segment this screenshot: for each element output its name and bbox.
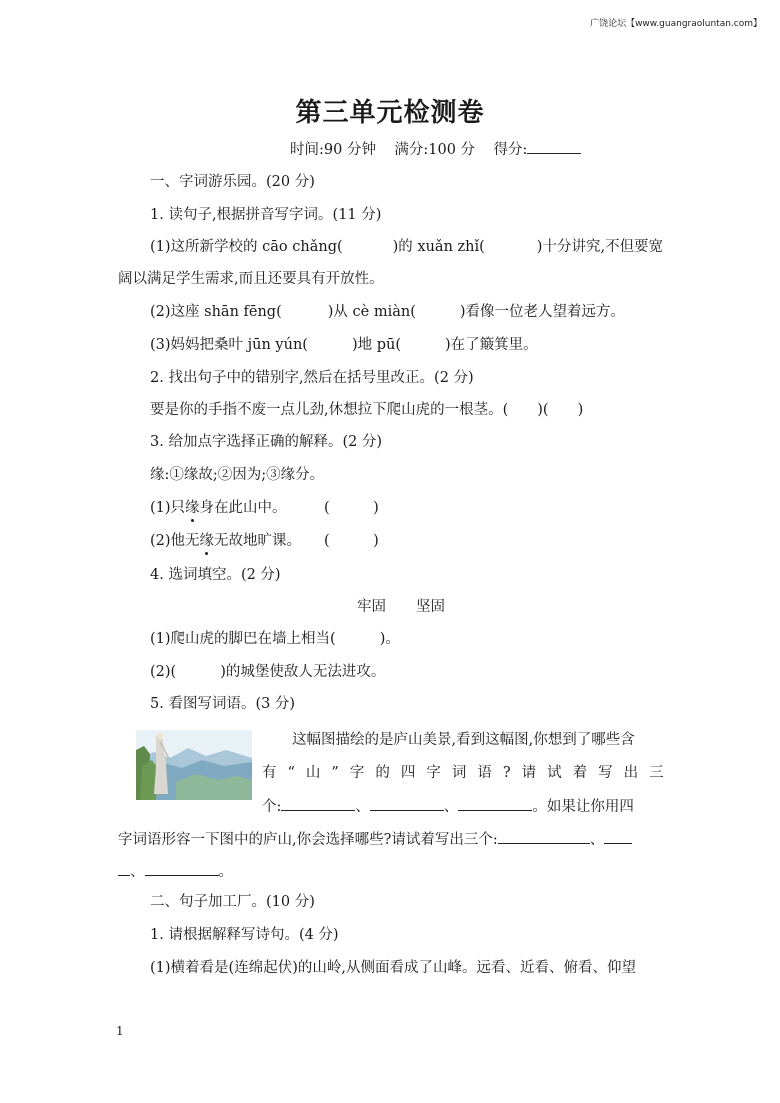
page-title: 第三单元检测卷	[295, 98, 485, 128]
page-number: 1	[116, 1024, 124, 1038]
q1-sentence-2	[150, 302, 625, 322]
q4-sentence-1	[150, 629, 400, 649]
q1-sentence-1b: 阔以满足学生需求,而且还要具有开放性。	[118, 271, 384, 287]
q4-s2-post: )的城堡使敌人无法进攻。	[220, 664, 386, 680]
q1-s1a-mid: )的 xuǎn zhǐ(	[392, 239, 485, 255]
q1-s1a-post: )十分讲究,不但要宽	[536, 239, 664, 255]
q3-options: 缘:①缘故;②因为;③缘分。	[150, 467, 325, 483]
site-header: 广饶论坛【www.guangraoluntan.com】	[590, 19, 762, 29]
q5-t5-post: 。	[218, 864, 233, 880]
q1-s2-pre: (2)这座 shān fēng(	[150, 304, 282, 320]
score-blank[interactable]	[527, 139, 581, 154]
answer-blank-cont[interactable]	[118, 861, 130, 876]
q5-heading: 5. 看图写词语。(3 分)	[150, 696, 296, 712]
s2-q1-heading: 1. 请根据解释写诗句。(4 分)	[150, 927, 339, 943]
q3-s2-post: 无故地旷课。	[214, 533, 302, 549]
q1-s3-pre: (3)妈妈把桑叶 jūn yún(	[150, 337, 308, 353]
word-option-2: 坚固	[416, 599, 445, 615]
answer-blank[interactable]	[458, 796, 532, 811]
time-limit: 时间:90 分钟	[290, 142, 376, 158]
q4-s1-pre: (1)爬山虎的脚巴在墙上相当(	[150, 631, 336, 647]
separator: 、	[589, 832, 605, 848]
lushan-landscape-image	[136, 730, 252, 800]
answer-blank[interactable]	[498, 829, 590, 844]
answer-blank[interactable]	[370, 796, 444, 811]
q3-item-2	[150, 531, 301, 551]
q5-t3-post: 。如果让你用四	[532, 799, 634, 815]
answer-blank[interactable]	[145, 861, 219, 876]
answer-blank[interactable]	[604, 829, 632, 844]
q3-s1-pre: (1)只	[150, 500, 186, 516]
exam-meta	[290, 139, 581, 160]
q3-heading: 3. 给加点字选择正确的解释。(2 分)	[150, 434, 383, 450]
q5-text-5	[118, 861, 233, 882]
q1-sentence-3	[150, 335, 538, 355]
q5-text-2: 有“山”字的四字词语?请试着写出三	[262, 765, 675, 781]
section2-heading: 二、句子加工厂。(10 分)	[150, 894, 315, 910]
s2-q1-sentence-1: (1)横着看是(连绵起伏)的山岭,从侧面看成了山峰。远看、近看、俯看、仰望	[150, 960, 636, 976]
q2-heading: 2. 找出句子中的错别字,然后在括号里改正。(2 分)	[150, 370, 474, 386]
score-label: 得分:	[493, 142, 528, 158]
dotted-char: 缘	[199, 533, 215, 549]
q5-text-3	[262, 796, 634, 817]
q1-heading: 1. 读句子,根据拼音写字词。(11 分)	[150, 207, 382, 223]
q1-s2-mid: )从 cè miàn(	[327, 304, 416, 320]
q2-sentence: 要是你的手指不废一点儿劲,休想拉下爬山虎的一根茎。( )( )	[150, 402, 584, 418]
q3-s2-pre: (2)他无	[150, 533, 200, 549]
q4-heading: 4. 选词填空。(2 分)	[150, 567, 281, 583]
lushan-illustration	[136, 730, 252, 800]
word-option-1: 牢固	[357, 599, 386, 615]
section1-heading: 一、字词游乐园。(20 分)	[150, 174, 315, 190]
answer-blank[interactable]	[281, 796, 355, 811]
q4-s1-post: )。	[379, 631, 400, 647]
q5-text-4	[118, 829, 632, 850]
q4-word-bank	[357, 597, 445, 617]
q1-s3-mid: )地 pū(	[351, 337, 402, 353]
q5-t3-pre: 个:	[262, 799, 282, 815]
q1-s2-post: )看像一位老人望着远方。	[459, 304, 626, 320]
separator: 、	[443, 799, 459, 815]
full-score: 满分:100 分	[394, 142, 476, 158]
q3-paren-1[interactable]: ( )	[324, 500, 379, 516]
q4-sentence-2	[150, 662, 385, 682]
q5-text-1: 这幅图描绘的是庐山美景,看到这幅图,你想到了哪些含	[292, 732, 635, 748]
separator: 、	[130, 864, 145, 880]
q3-paren-2[interactable]: ( )	[324, 533, 379, 549]
separator: 、	[355, 799, 370, 815]
q5-t4: 字词语形容一下图中的庐山,你会选择哪些?请试着写出三个:	[118, 832, 498, 848]
q1-s3-post: )在了簸箕里。	[445, 337, 538, 353]
q1-s1a-pre: (1)这所新学校的 cāo chǎng(	[150, 239, 343, 255]
q1-sentence-1a	[150, 237, 663, 257]
dotted-char: 缘	[185, 500, 200, 516]
q4-s2-pre: (2)(	[150, 664, 177, 680]
q3-item-1	[150, 498, 287, 518]
q3-s1-post: 身在此山中。	[199, 500, 287, 516]
